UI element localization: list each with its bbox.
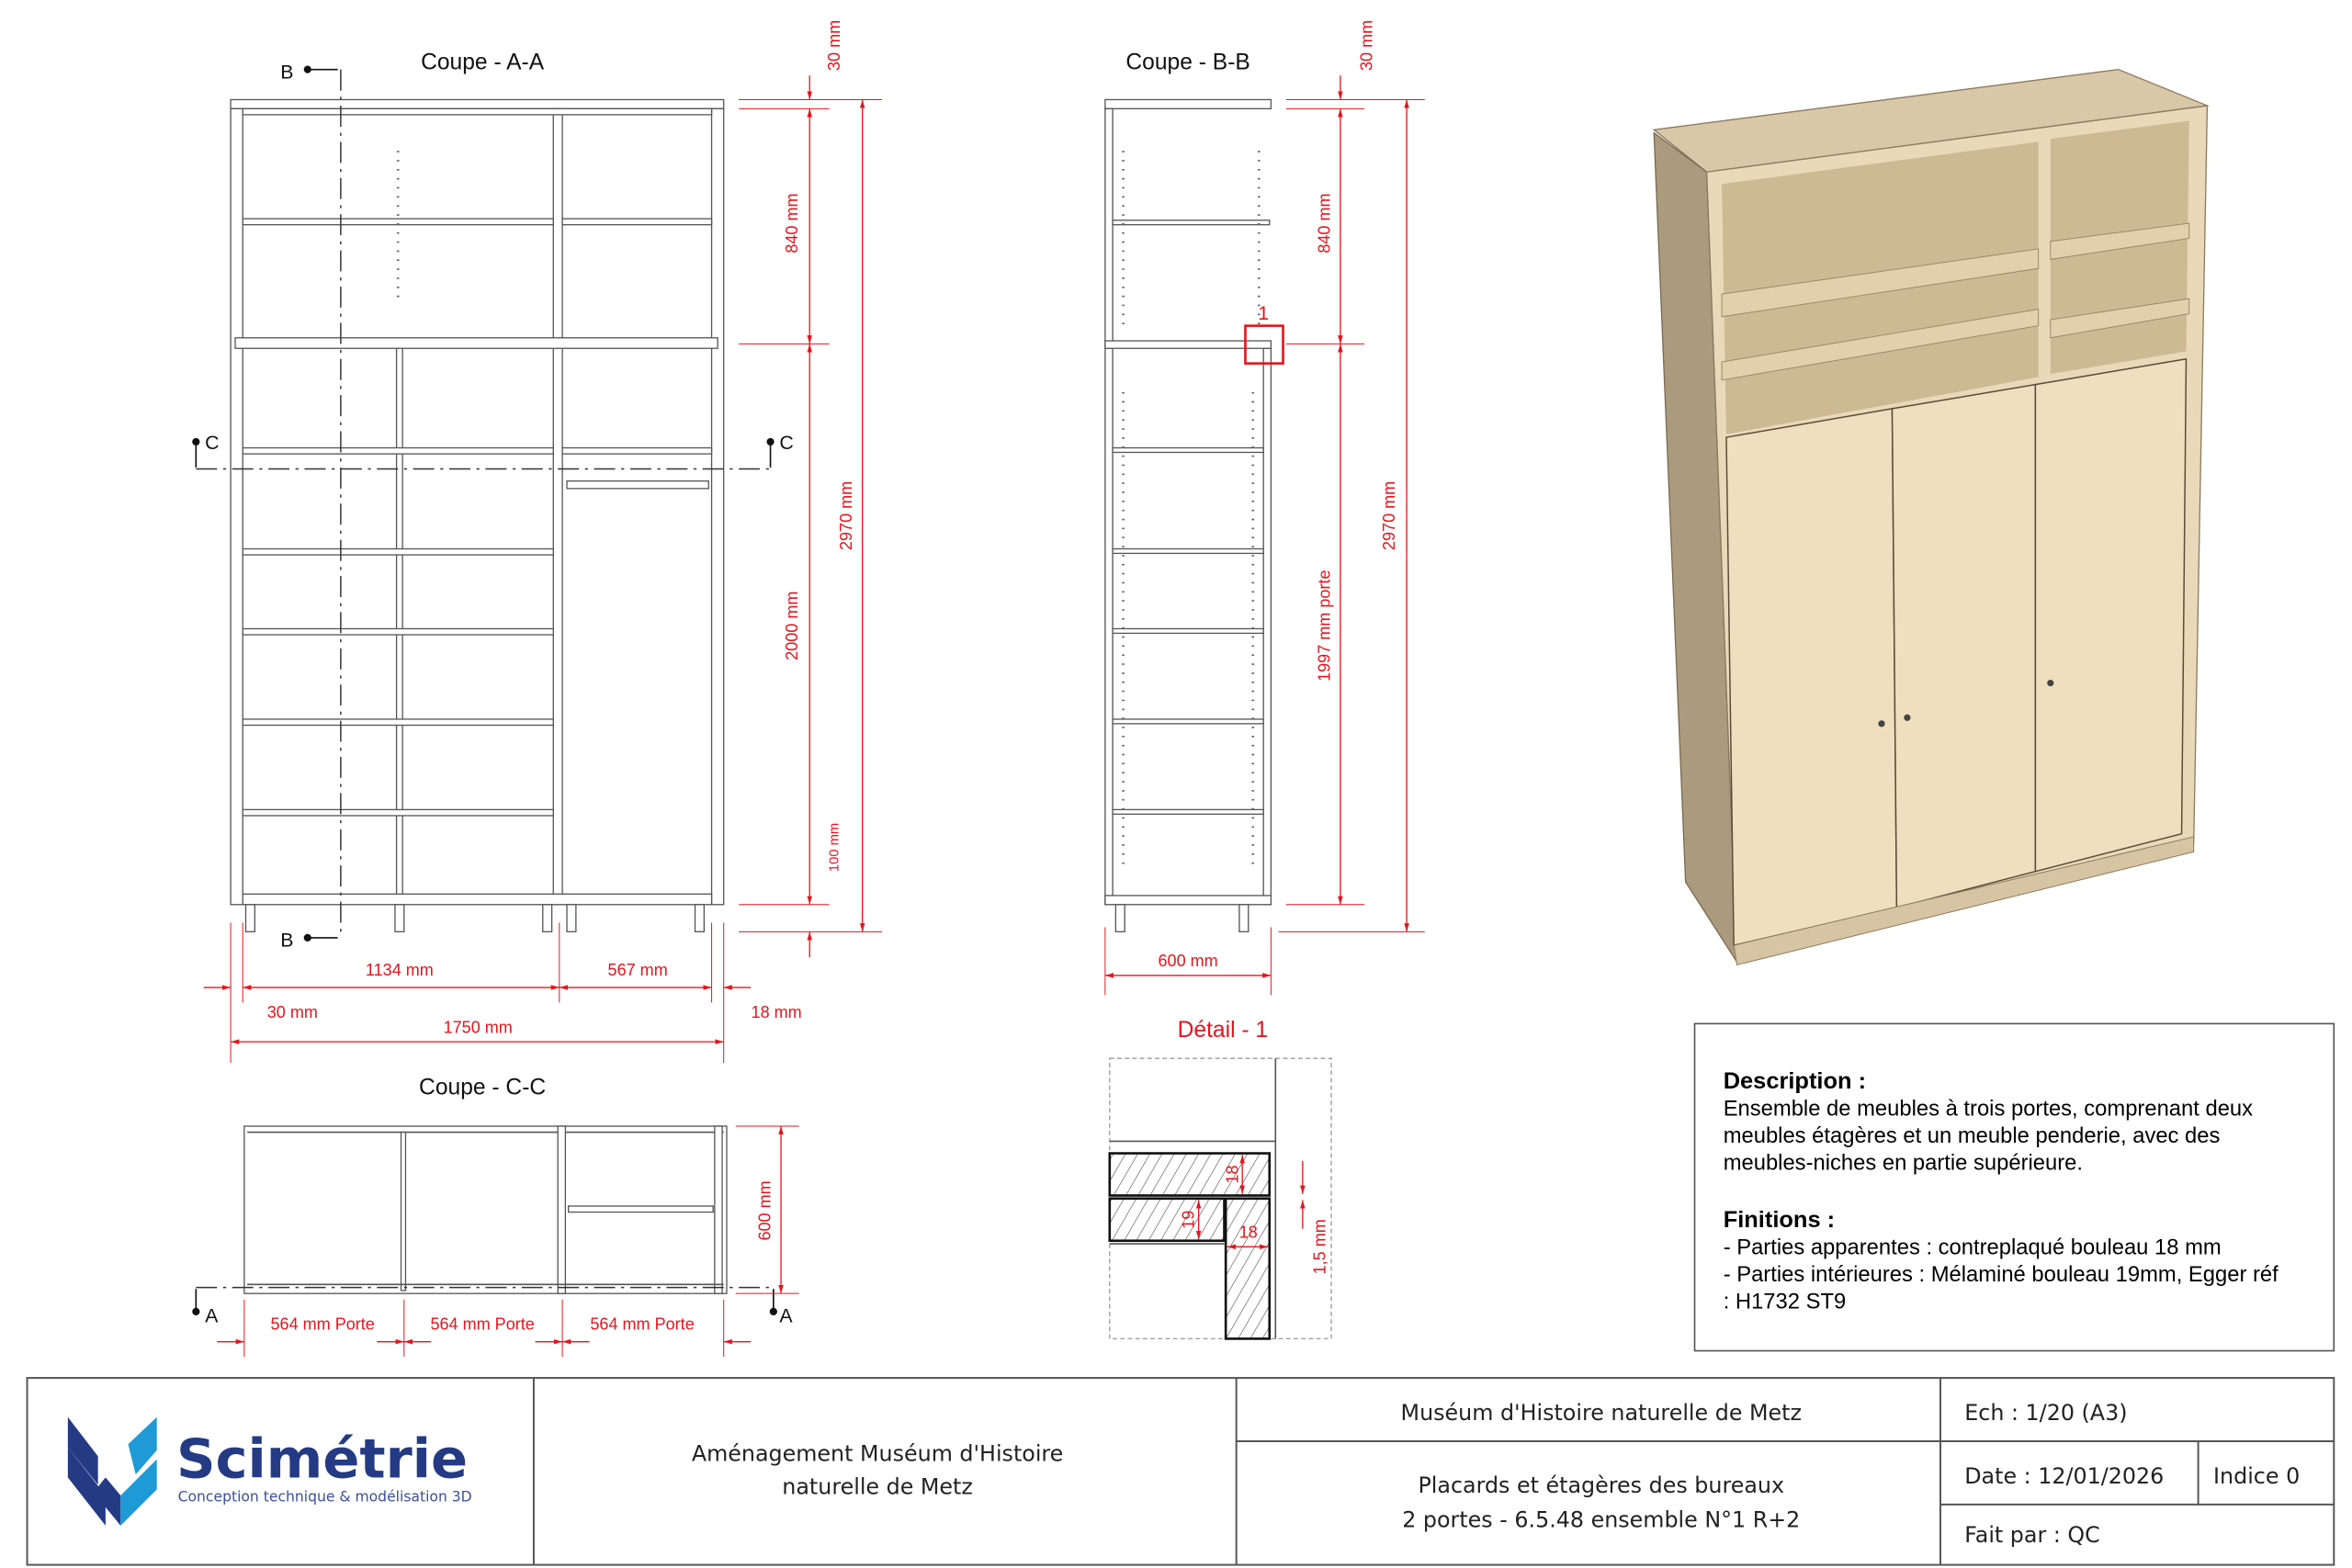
top-panel-section <box>1110 1154 1270 1196</box>
door-left <box>1726 409 1896 945</box>
section-cc-title: Coupe - C-C <box>419 1075 547 1100</box>
description-box <box>1695 1023 2335 1350</box>
section-bb-view <box>1105 20 1425 995</box>
client-name: Muséum d'Histoire naturelle de Metz <box>1400 1400 1802 1427</box>
hanging-rod <box>567 481 708 489</box>
door-middle <box>1892 385 2035 908</box>
section-aa-view <box>192 20 882 1063</box>
drawing-title: 2 portes - 6.5.48 ensemble N°1 R+2 <box>1402 1506 1801 1533</box>
back-panel <box>1105 108 1113 904</box>
door <box>1263 348 1271 905</box>
dim-upper-height: 840 mm <box>1315 193 1334 254</box>
dim-lower-height: 2000 mm <box>783 591 802 660</box>
hanging-rod <box>569 1206 714 1213</box>
finish-line: - Parties apparentes : contreplaqué bouleau 18 mm <box>1723 1235 2222 1260</box>
bottom-panel <box>243 894 711 904</box>
description-line: meubles étagères et un meuble penderie, avec des <box>1723 1123 2221 1149</box>
date: Date : 12/01/2026 <box>1964 1462 2165 1489</box>
top-panel <box>231 99 724 108</box>
dim-depth: 600 mm <box>755 1180 775 1241</box>
dim-shelf-thickness: 19 <box>1179 1210 1198 1229</box>
dim-left-width: 1134 mm <box>365 960 434 979</box>
revision-index: Indice 0 <box>2213 1462 2301 1489</box>
lock-icon <box>1904 715 1910 721</box>
dim-door-2: 564 mm Porte <box>430 1314 535 1334</box>
dim-door-3: 564 mm Porte <box>590 1314 695 1334</box>
section-aa-title: Coupe - A-A <box>421 50 545 75</box>
door-right <box>2035 359 2186 872</box>
scale: Ech : 1/20 (A3) <box>1964 1400 2128 1427</box>
shelf <box>562 219 711 225</box>
dim-right-width: 567 mm <box>607 960 668 979</box>
dim-gap: 1,5 mm <box>1310 1219 1329 1275</box>
door-split <box>397 348 403 905</box>
divider <box>401 1133 406 1291</box>
dim-door-1: 564 mm Porte <box>270 1314 375 1334</box>
left-side-panel <box>231 108 243 904</box>
detail-title: Détail - 1 <box>1177 1018 1269 1043</box>
dim-total-width: 1750 mm <box>443 1018 513 1037</box>
description-line: meubles-niches en partie supérieure. <box>1723 1150 2083 1176</box>
scimetrie-logo <box>68 1417 472 1526</box>
project-title: naturelle de Metz <box>782 1473 973 1500</box>
logo-name: Scimétrie <box>176 1427 469 1491</box>
logo-tagline: Conception technique & modélisation 3D <box>177 1488 472 1506</box>
dim-side-thickness: 18 <box>1238 1223 1258 1242</box>
dim-right-offset: 18 mm <box>751 1002 802 1021</box>
shelf-section <box>1110 1199 1225 1241</box>
niche-base <box>235 338 718 348</box>
finish-line: : H1732 ST9 <box>1723 1289 1847 1314</box>
detail-1-view <box>1110 1018 1331 1338</box>
description-heading: Description : <box>1723 1067 1867 1094</box>
dim-total-height: 2970 mm <box>1379 480 1398 551</box>
finish-line: - Parties intérieures : Mélaminé bouleau 19mm, Egger réf <box>1723 1262 2278 1288</box>
dim-top-thickness: 18 <box>1223 1165 1242 1184</box>
section-marker-c-left: C <box>205 432 220 455</box>
section-marker-c-right: C <box>779 432 794 455</box>
dim-depth: 600 mm <box>1158 952 1218 971</box>
top-rail <box>243 108 711 115</box>
title-block <box>28 1378 2335 1564</box>
3d-render <box>1654 70 2207 965</box>
dim-total-height: 2970 mm <box>837 480 856 551</box>
description-line: Ensemble de meubles à trois portes, comprenant deux <box>1723 1096 2254 1122</box>
middle-divider <box>553 108 562 904</box>
dim-left-offset: 30 mm <box>266 1002 318 1021</box>
adjustable-feet <box>245 905 704 932</box>
dim-upper-height: 840 mm <box>783 193 802 254</box>
section-cc-view <box>192 1076 799 1358</box>
shelf <box>562 448 711 455</box>
drawing-title: Placards et étagères des bureaux <box>1418 1472 1785 1498</box>
section-marker-a-left: A <box>205 1304 219 1327</box>
project-title: Aménagement Muséum d'Histoire <box>691 1440 1064 1467</box>
divider <box>558 1126 565 1293</box>
side-panel-section <box>1226 1199 1270 1339</box>
finishes-heading: Finitions : <box>1723 1206 1836 1233</box>
right-side <box>715 1126 722 1293</box>
detail-callout-label: 1 <box>1258 302 1270 325</box>
section-marker-b-bottom: B <box>280 929 294 952</box>
right-side-panel <box>712 108 724 904</box>
dim-top-thickness: 30 mm <box>825 19 844 71</box>
section-marker-a-right: A <box>779 1304 793 1327</box>
lock-icon <box>2047 680 2053 686</box>
dim-top-thickness: 30 mm <box>1357 19 1376 71</box>
shelves <box>1113 220 1270 815</box>
bottom-panel <box>1105 896 1272 905</box>
lock-icon <box>1878 720 1884 727</box>
author: Fait par : QC <box>1964 1521 2100 1548</box>
dim-plinth-height: 100 mm <box>827 822 842 873</box>
section-marker-b-top: B <box>280 61 294 84</box>
dim-door-height: 1997 mm porte <box>1315 570 1334 682</box>
vertical-dimensions <box>739 75 882 957</box>
top-panel <box>1105 99 1272 108</box>
vertical-dimensions <box>1279 75 1425 931</box>
section-bb-title: Coupe - B-B <box>1125 50 1250 75</box>
